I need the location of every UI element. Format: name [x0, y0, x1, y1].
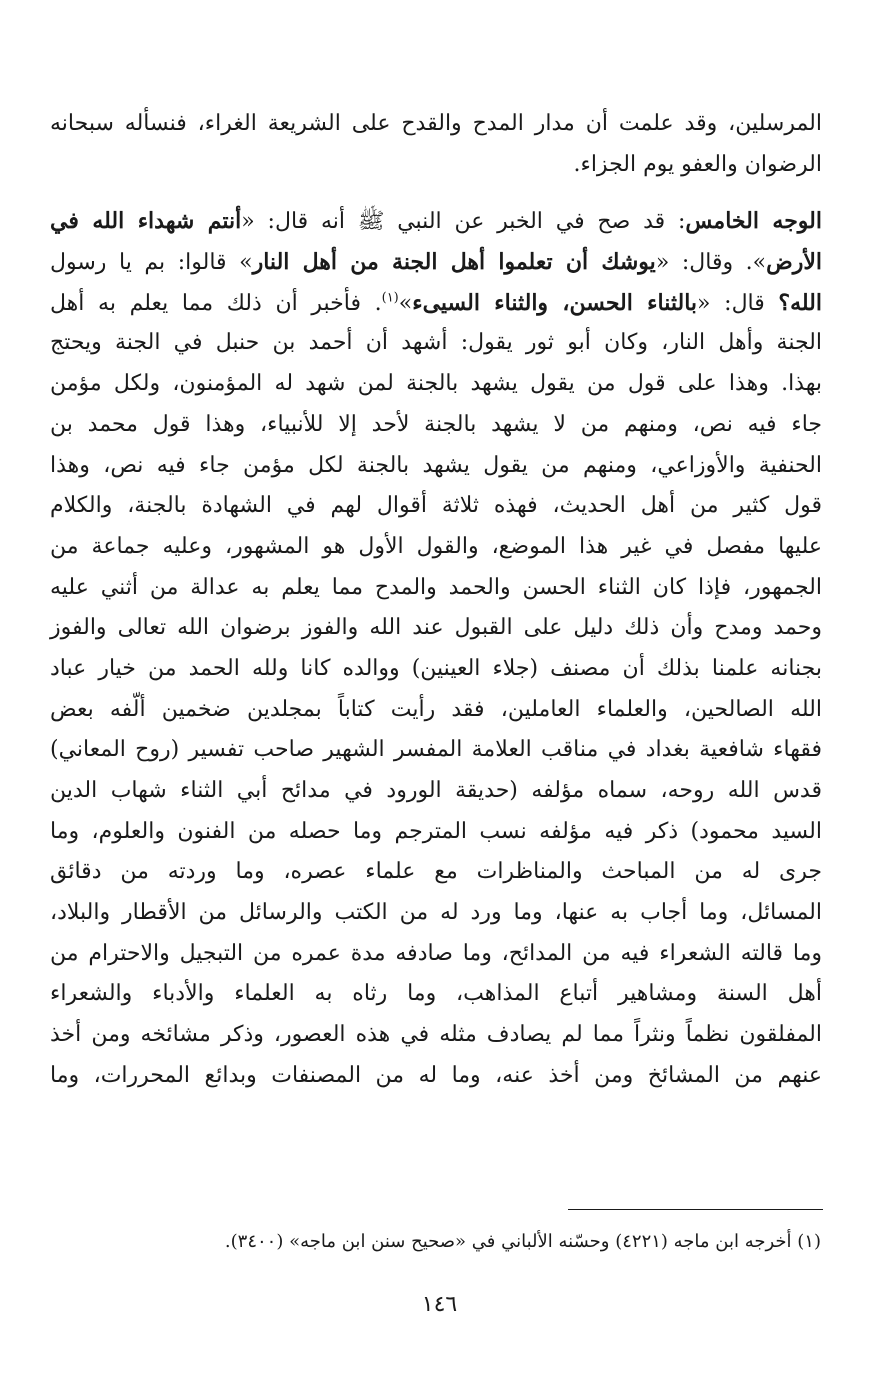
text-line: أهل السنة ومشاهير أتباع المذاهب، وما رثاه به العلماء والأدباء والشعراء: [50, 981, 822, 1007]
hadith-quote: الأرض: [766, 249, 823, 276]
text-line: المفلقون نظماً ونثراً مما لم يصادف مثله في هذه العصور، وذكر مشائخه ومن أخذ: [50, 1022, 822, 1048]
text-line: الوجه الخامس: قد صح في الخبر عن النبي ﷺ أنه قال: «أنتم شهداء الله في: [50, 208, 822, 235]
text-line: وما قالته الشعراء فيه من المدائح، وما صادفه مدة عمره من التبجيل والاحترام من: [50, 940, 822, 966]
page-number: ١٤٦: [421, 1292, 458, 1317]
text-line: المسائل، وما أجاب به عنها، وما ورد له من الكتب والرسائل من الأقطار والبلاد،: [50, 900, 822, 926]
footnote-marker: (١): [381, 290, 399, 306]
footnote-divider: [568, 1209, 823, 1210]
text-line: الجنة وأهل النار، وكان أبو ثور يقول: أشهد أن أحمد بن حنبل في الجنة ويحتج: [50, 330, 822, 356]
text-line: الله الصالحين، والعلماء العاملين، فقد رأيت كتاباً بمجلدين ضخمين ألّفه بعض: [50, 696, 822, 722]
text-line: السيد محمود) ذكر فيه مؤلفه نسب المترجم وما حصله من الفنون والعلوم، وما: [50, 818, 822, 844]
hadith-quote: بالثناء الحسن، والثناء السيىء: [412, 289, 698, 316]
text-line: بجنانه علمنا بذلك أن مصنف (جلاء العينين) ووالده كانا ولله الحمد من خيار عباد: [50, 655, 822, 681]
text-line: الرضوان والعفو يوم الجزاء.: [573, 151, 822, 177]
text-line: عنهم من المشائخ ومن أخذ عنه، وما له من المصنفات وبدائع المحررات، وما: [50, 1062, 822, 1088]
text-line: وحمد ومدح وأن ذلك دليل على القبول عند الله والفوز برضوان الله تعالى والفوز: [50, 615, 822, 641]
text-line: المرسلين، وقد علمت أن مدار المدح والقدح على الشريعة الغراء، فنسأله سبحانه: [50, 111, 822, 136]
text-line: الجمهور، فإذا كان الثناء الحسن والحمد والمدح مما يعلم به عدالة من أثني عليه: [50, 574, 822, 600]
footnote: (١) أخرجه ابن ماجه (٤٢٢١) وحسّنه الألباني في «صحيح سنن ابن ماجه» (٣٤٠٠).: [224, 1231, 821, 1252]
text-line: الله؟ قال: «بالثناء الحسن، والثناء السيىء»$^{(١)}$. فأخبر أن ذلك مما يعلم به أهل: [50, 289, 822, 316]
text-line: عليها مفصل في غير هذا الموضع، والقول الأول هو المشهور، وعليه جماعة من: [50, 533, 822, 559]
text-line: قدس الله روحه، سماه مؤلفه (حديقة الورود في مدائح أبي الثناء شهاب الدين: [50, 778, 822, 803]
text-line: جرى له من المباحث والمناظرات مع علماء عصره، وما وردته من دقائق: [50, 859, 822, 885]
hadith-quote: أنتم شهداء الله في: [50, 208, 242, 235]
text-line: فقهاء شافعية بغداد في مناقب العلامة المفسر الشهير صاحب تفسير (روح المعاني): [50, 737, 822, 763]
page-body: [50, 104, 822, 1097]
hadith-quote: يوشك أن تعلموا أهل الجنة من أهل النار: [252, 249, 656, 276]
text-line: الأرض». وقال: «يوشك أن تعلموا أهل الجنة من أهل النار» قالوا: بم يا رسول: [50, 249, 823, 276]
text-line: جاء فيه نص، ومنهم من لا يشهد بالجنة لأحد إلا للأنبياء، وهذا قول محمد بن: [50, 411, 822, 437]
section-heading: الوجه الخامس: [685, 208, 822, 235]
text-line: قول كثير من أهل الحديث، فهذه ثلاثة أقوال لهم في الشهادة بالجنة، والكلام: [50, 493, 822, 519]
text-line: بهذا. وهذا على قول من يقول يشهد بالجنة لمن شهد له المؤمنون، ولكل مؤمن: [50, 371, 822, 397]
hadith-quote: الله؟: [778, 289, 822, 316]
text-line: الحنفية والأوزاعي، ومنهم من يقول يشهد بالجنة لكل مؤمن جاء فيه نص، وهذا: [50, 452, 822, 478]
